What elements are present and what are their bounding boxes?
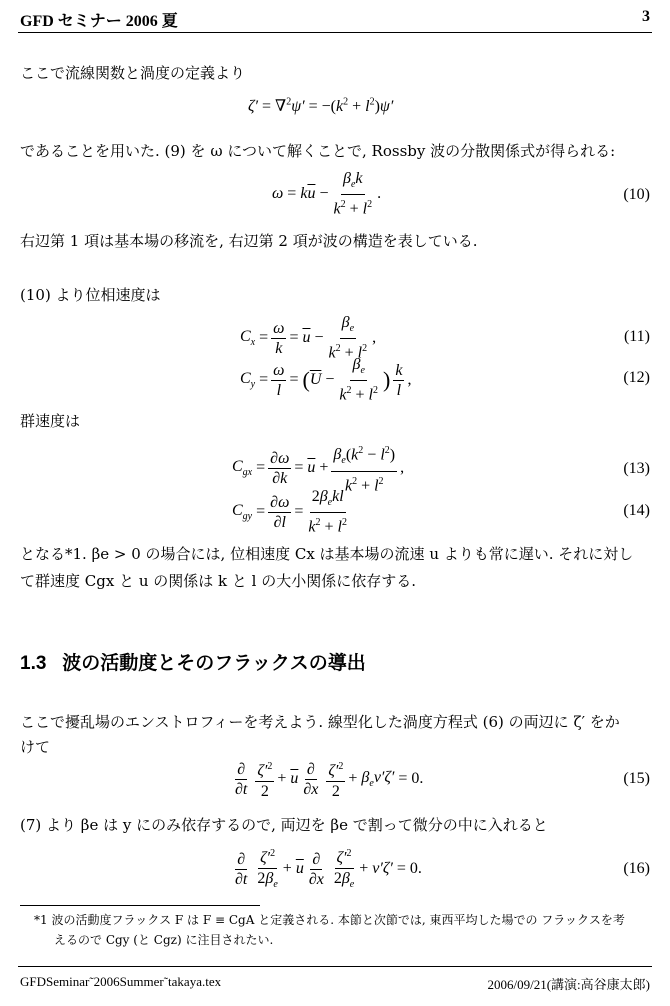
equation-number-11: (11) <box>623 328 650 345</box>
header-rule <box>18 32 652 33</box>
paragraph-enstrophy-line1: ここで擾乱場のエンストロフィーを考えよう. 線型化した渦度方程式 (6) の両辺に ζ′ をか <box>20 713 620 731</box>
footnote-line2: えるので Cgy (と Cgz) に注目されたい. <box>54 933 274 947</box>
paragraph-phase-velocity: (10) より位相速度は <box>20 286 161 304</box>
page-number: 3 <box>642 8 650 25</box>
footer-date-speaker: 2006/09/21(講演:高谷康太郎) <box>487 977 650 992</box>
equation-group-velocity-y: $C_{gy}$ = $\frac{\partial\omega}{\partial l}$ = $\frac{2\beta_ekl}{k^2 + l^2}$ <box>232 488 347 536</box>
footnote-rule <box>20 905 260 906</box>
section-heading <box>20 648 366 675</box>
paragraph-enstrophy-line2: けて <box>20 738 51 756</box>
equation-number-16: (16) <box>623 860 650 877</box>
equation-number-14: (14) <box>623 502 650 519</box>
footer-filename: GFDSeminar˜2006Summer˜takaya.tex <box>20 974 222 989</box>
section-number: 1.3 <box>20 653 47 674</box>
paragraph-comparison-line1: となる*1. βe > 0 の場合には, 位相速度 Cx は基本場の流速 u よりも常に遅い. それに対し <box>20 545 634 563</box>
footnote-line1: *1 波の活動度フラックス F は F ≡ CgA と定義される. 本節と次節では, 東西平均した場での フラックスを考 <box>34 913 625 927</box>
section-title: 波の活動度とそのフラックスの導出 <box>62 653 366 674</box>
paragraph-comparison-line2: て群速度 Cgx と u の関係は k と l の大小関係に依存する. <box>20 572 417 590</box>
running-header-title: GFD セミナー 2006 夏 <box>20 13 178 30</box>
equation-number-13: (13) <box>623 460 650 477</box>
equation-group-velocity-x: $C_{gx}$ = $\frac{\partial\omega}{\partial k}$ = $\overline{u}$ + $\frac{\beta_e(k^2 - l^2)}{k^2 + l^2}$ , <box>232 446 404 490</box>
equation-enstrophy: $\frac{\partial}{\partial t}$ $\frac{\zeta'^2}{2}$ + $\overline{u}$ $\frac{\partial}{\partial x}$ $\frac{\zeta'^2}{2}$ + $\beta_ev'\zeta'$ = 0. <box>230 756 423 802</box>
equation-phase-velocity-y: $C_y$ = $\frac{\omega}{l}$ = ( $\overline{U}$ − $\frac{\beta_e}{k^2 + l^2}$ ) $\frac{k}{l}$ , <box>240 356 412 404</box>
paragraph-terms: 右辺第 1 項は基本場の移流を, 右辺第 2 項が波の構造を表している. <box>20 232 478 250</box>
footer-rule <box>18 966 652 967</box>
paragraph-streamfunction: ここで流線関数と渦度の定義より <box>20 64 246 82</box>
equation-number-15: (15) <box>623 770 650 787</box>
paragraph-divide-beta: (7) より βe は y にのみ依存するので, 両辺を βe で割って微分の中に入れると <box>20 816 548 834</box>
equation-dispersion-relation: ω = k $\overline{u}$ − $\frac{\beta_ek}{k^2 + l^2}$ . <box>272 170 382 218</box>
equation-wave-activity: $\frac{\partial}{\partial t}$ $\frac{\zeta'^2}{2\beta_e}$ + $\overline{u}$ $\frac{\partial}{\partial x}$ $\frac{\zeta'^2}{2\beta_e}$ + v′ζ′ = 0. <box>230 846 422 892</box>
equation-number-12: (12) <box>623 369 650 386</box>
paragraph-group-velocity: 群速度は <box>20 412 81 430</box>
equation-phase-velocity-x: $C_x$ = $\frac{\omega}{k}$ = $\overline{u}$ − $\frac{\beta_e}{k^2 + l^2}$ , <box>240 314 377 362</box>
equation-number-10: (10) <box>623 186 650 203</box>
paragraph-dispersion: であることを用いた. (9) を ω について解くことで, Rossby 波の分散関係式が得られる: <box>20 142 616 160</box>
equation-vorticity: $\zeta' = \nabla^2\psi' = -(k^2 + l^2)\psi'$ <box>248 96 394 115</box>
